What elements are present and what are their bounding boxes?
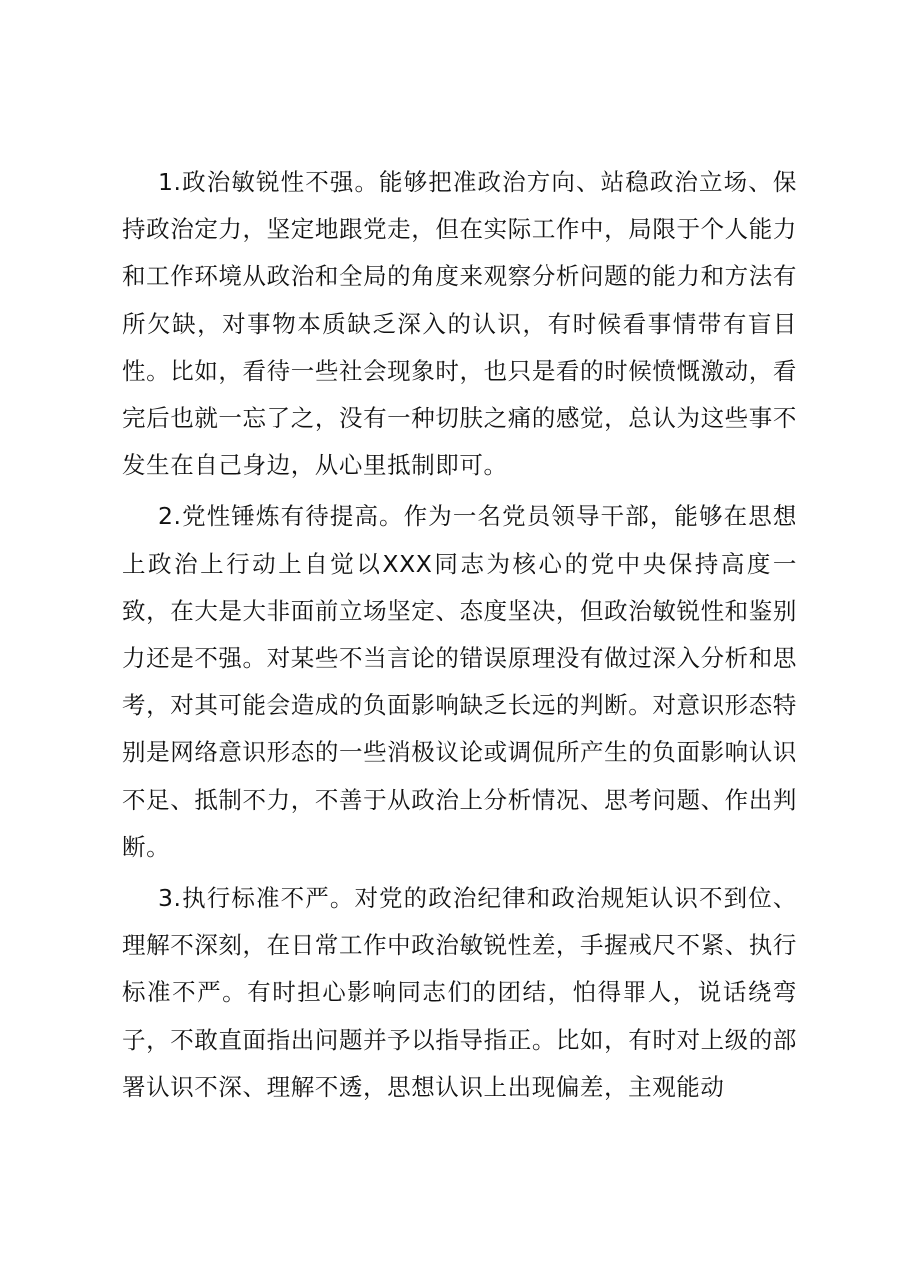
paragraph-party-spirit: 2.党性锤炼有待提高。作为一名党员领导干部，能够在思想上政治上行动上自觉以XXX同志为核心的党中央保持高度一致，在大是大非面前立场坚定、态度坚决，但政治敏锐性和鉴别力还是不强。对某些不当言论的错误原理没有做过深入分析和思考，对其可能会造成的负面影响缺乏长远的判断。对意识形态特别是网络意识形态的一些消极议论或调侃所产生的负面影响认识不足、抵制不力，不善于从政治上分析情况、思考问题、作出判断。 [122,502,797,861]
document-body [122,159,797,1111]
paragraph-execution-standards: 3.执行标准不严。对党的政治纪律和政治规矩认识不到位、理解不深刻，在日常工作中政治敏锐性差，手握戒尺不紧、执行标准不严。有时担心影响同志们的团结，怕得罪人，说话绕弯子，不敢直面指出问题并予以指导指正。比如，有时对上级的部署认识不深、理解不透，思想认识上出现偏差，主观能动 [122,884,797,1101]
paragraph-political-sensitivity: 1.政治敏锐性不强。能够把准政治方向、站稳政治立场、保持政治定力，坚定地跟党走，但在实际工作中，局限于个人能力和工作环境从政治和全局的角度来观察分析问题的能力和方法有所欠缺，对事物本质缺乏深入的认识，有时候看事情带有盲目性。比如，看待一些社会现象时，也只是看的时候愤慨激动，看完后也就一忘了之，没有一种切肤之痛的感觉，总认为这些事不发生在自己身边，从心里抵制即可。 [122,168,797,480]
